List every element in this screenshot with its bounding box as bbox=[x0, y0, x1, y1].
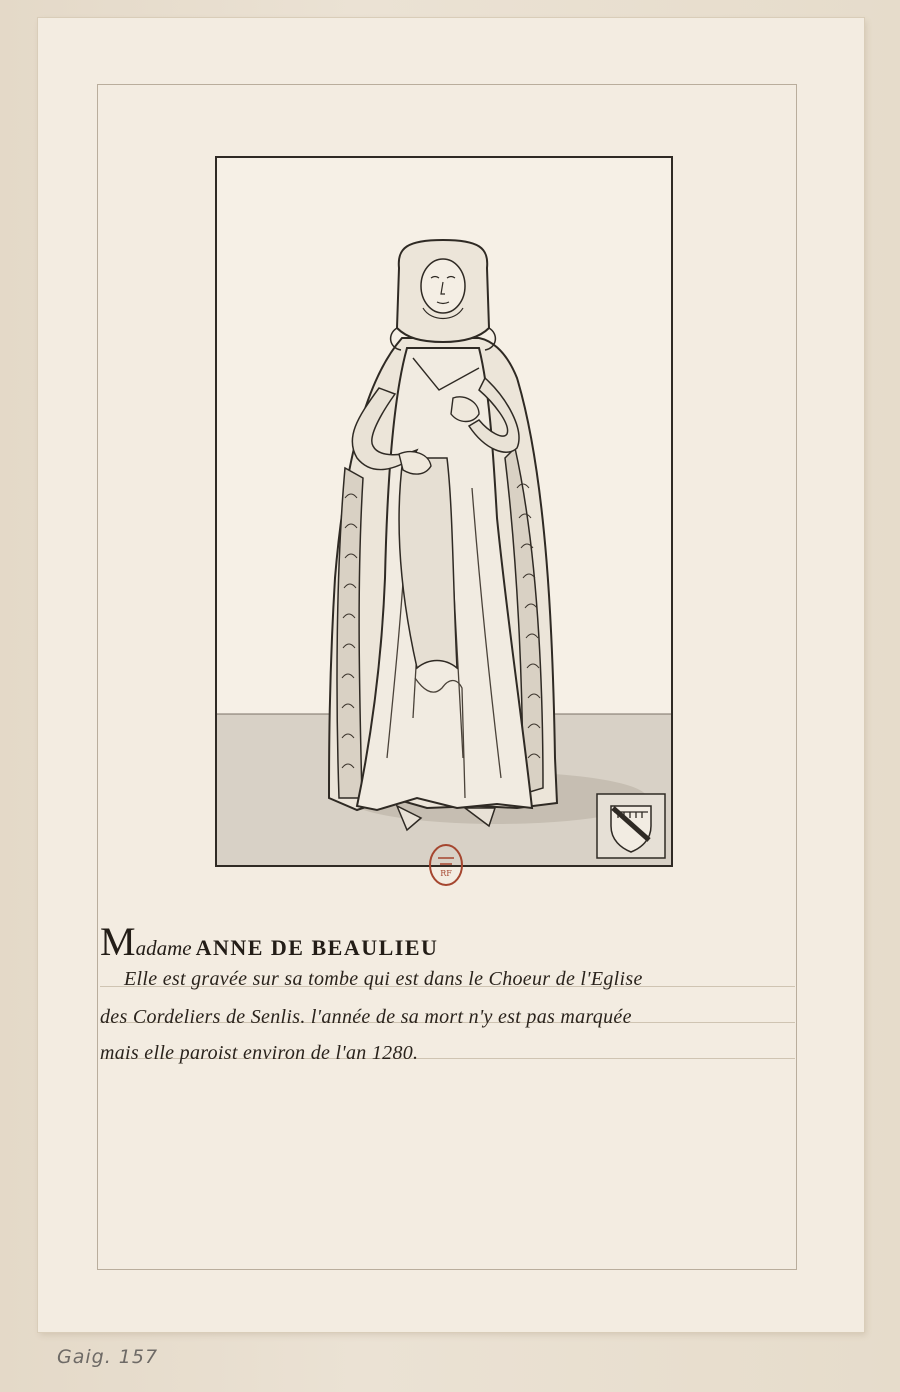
description-line-2: des Cordeliers de Senlis. l'année de sa mort n'y est pas marquée bbox=[100, 1006, 632, 1028]
face bbox=[421, 259, 465, 313]
cloak-lining-left bbox=[337, 468, 363, 798]
catalog-mark: Gaig. 157 bbox=[57, 1346, 159, 1368]
illustration-frame bbox=[215, 156, 673, 867]
title-prefix: adame bbox=[135, 936, 192, 960]
library-stamp-icon bbox=[427, 842, 465, 888]
description-line-1: Elle est gravée sur sa tombe qui est dans le Choeur de l'Eglise bbox=[124, 968, 643, 990]
title-initial: M bbox=[100, 919, 136, 964]
svg-text:RF: RF bbox=[440, 869, 452, 878]
description-line-3: mais elle paroist environ de l'an 1280. bbox=[100, 1042, 419, 1064]
effigy-drawing bbox=[217, 158, 671, 865]
title-name: ANNE DE BEAULIEU bbox=[195, 935, 439, 960]
page-title bbox=[100, 918, 438, 965]
